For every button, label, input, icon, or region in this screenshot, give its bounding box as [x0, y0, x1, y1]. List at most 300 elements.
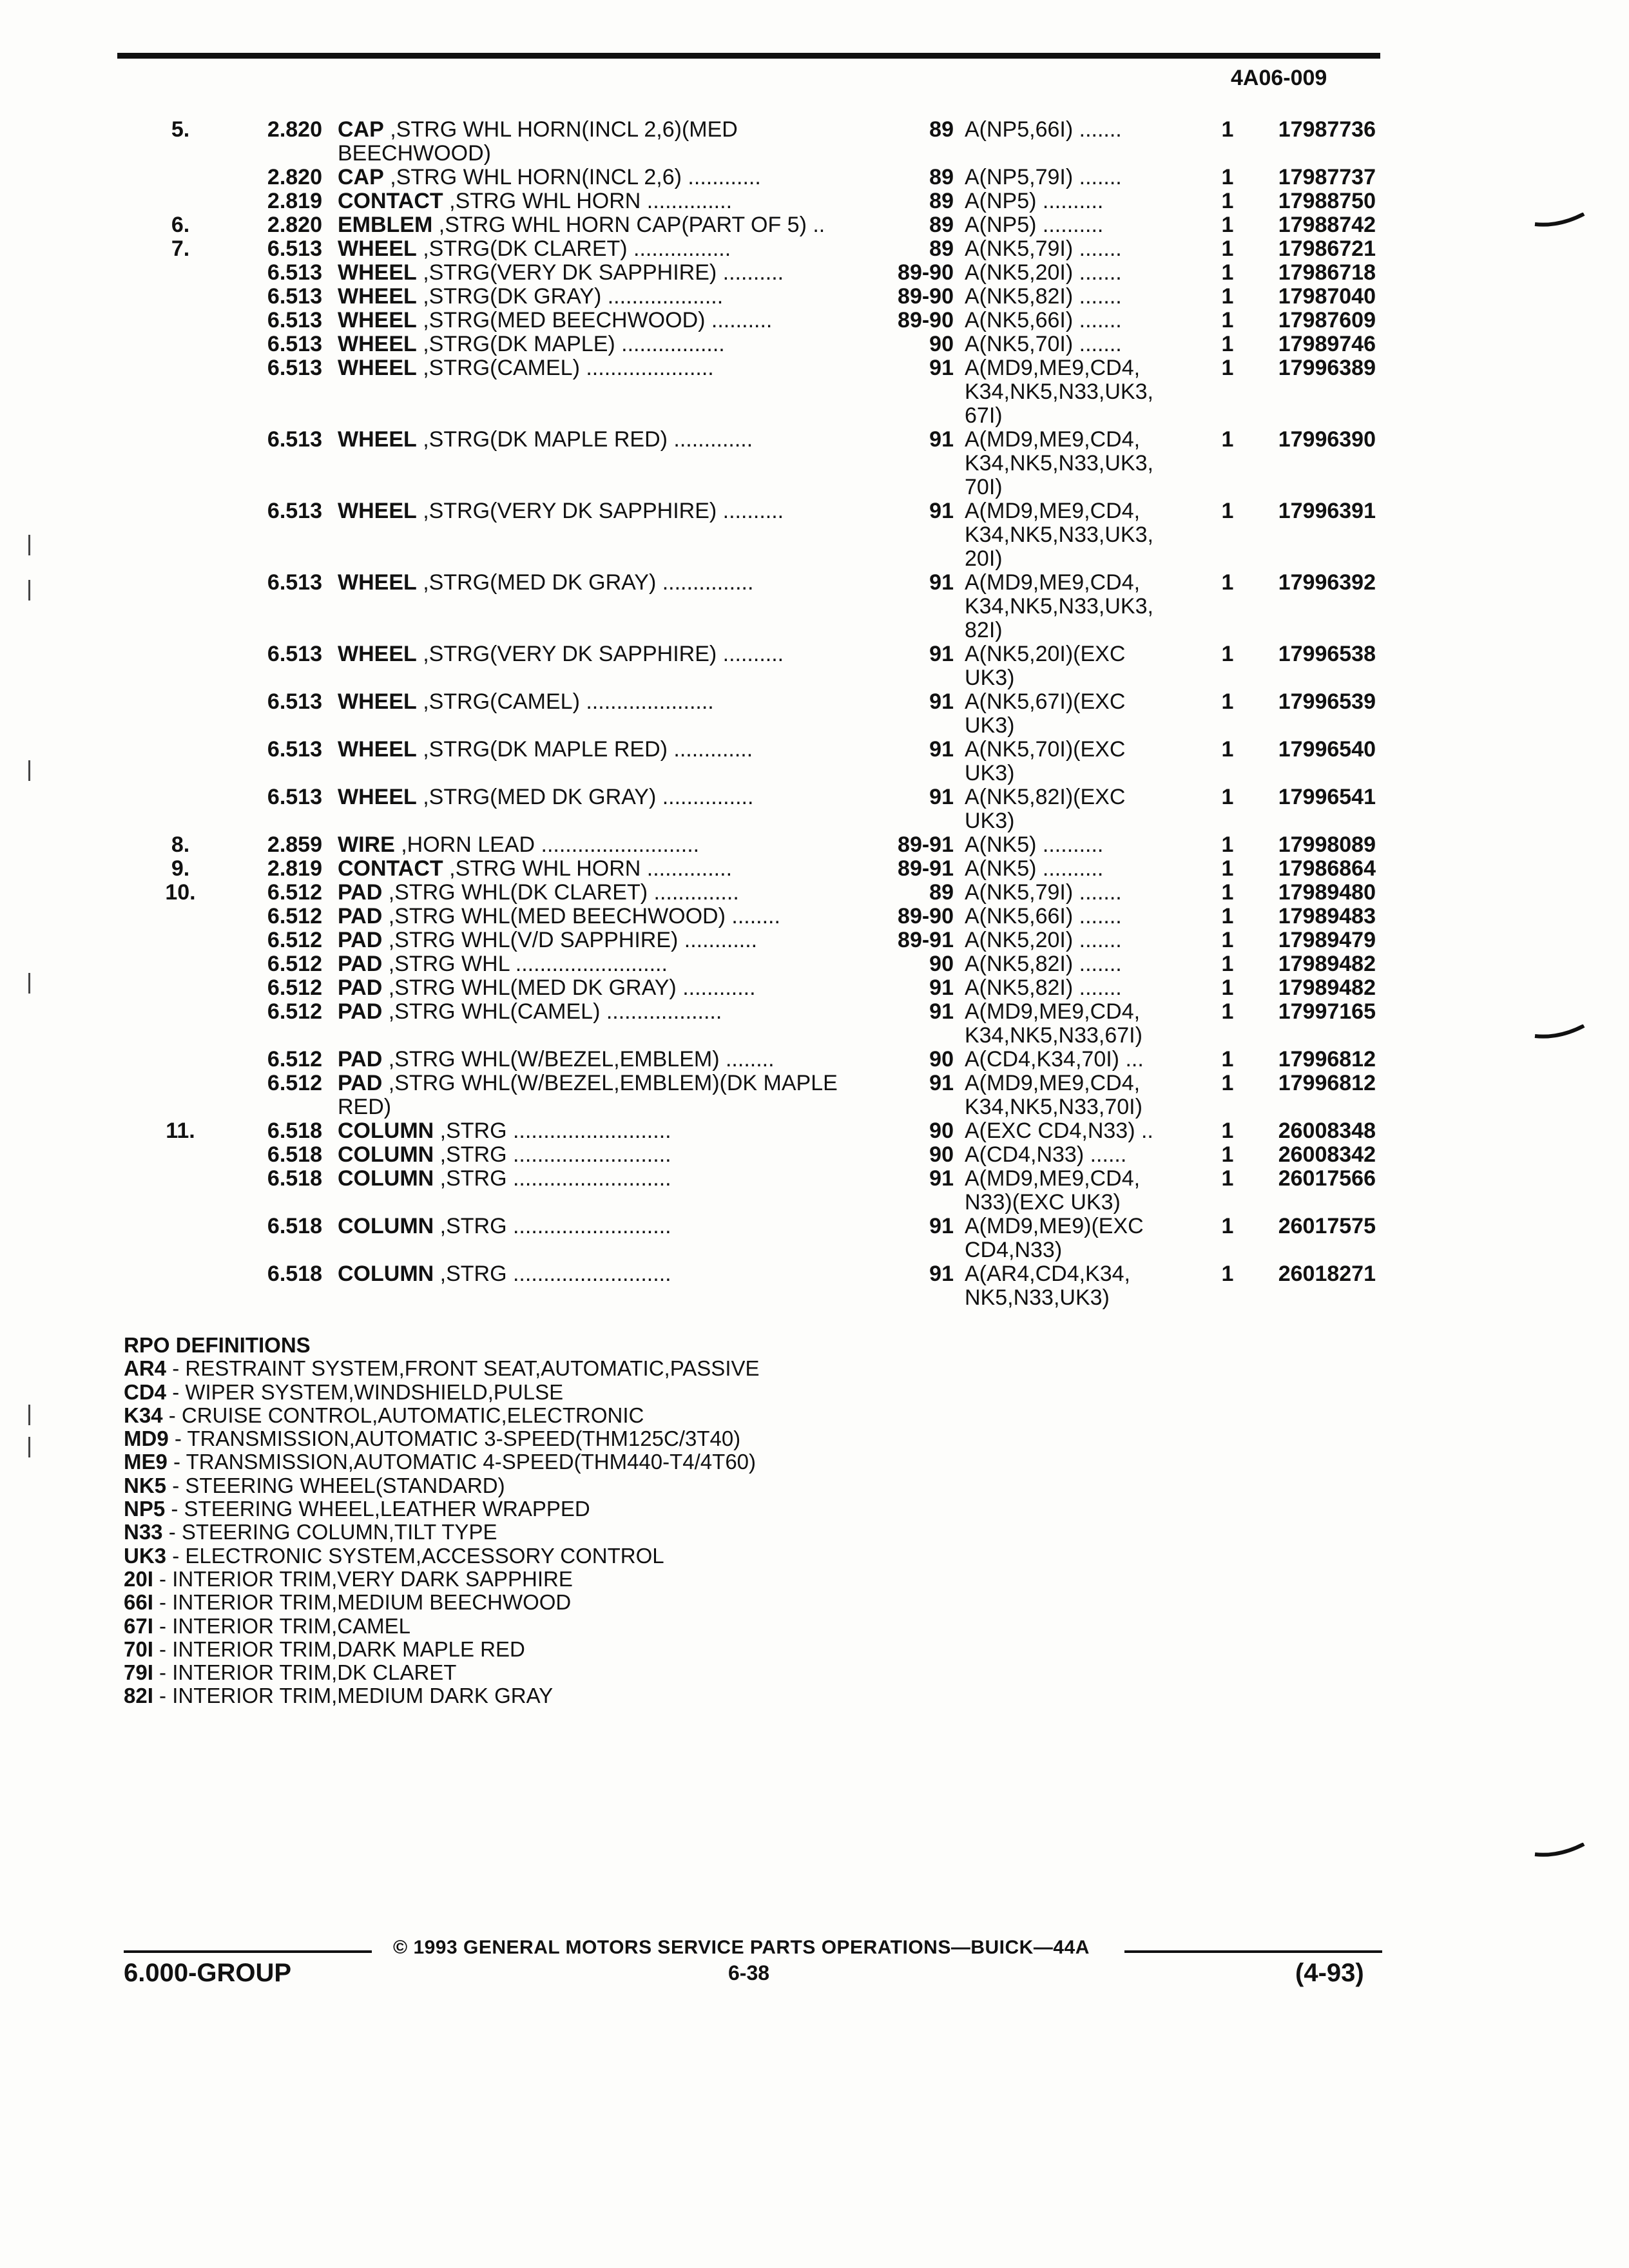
- part-name: PAD: [338, 904, 383, 928]
- part-description: ,STRG ..........................: [434, 1119, 671, 1143]
- application: A(NK5,79I) .......: [965, 236, 1122, 261]
- model-year: 89: [929, 213, 954, 237]
- model-year: 91: [929, 1214, 954, 1238]
- part-number: 17987736: [1278, 117, 1376, 142]
- part-description: ,STRG WHL HORN CAP(PART OF 5) ..: [432, 213, 825, 237]
- rpo-code: N33: [124, 1520, 163, 1544]
- group-number: 6.512: [267, 1071, 322, 1095]
- model-year: 90: [929, 952, 954, 976]
- ref-number: 11.: [166, 1119, 195, 1143]
- model-year: 91: [929, 999, 954, 1024]
- quantity: 1: [1221, 952, 1234, 976]
- model-year: 89-90: [898, 284, 954, 309]
- table-row: [0, 976, 1418, 1000]
- quantity: 1: [1221, 642, 1234, 666]
- model-year: 91: [929, 427, 954, 452]
- part-name: WHEEL: [338, 427, 417, 452]
- part-number: 26017566: [1278, 1166, 1376, 1191]
- model-year: 91: [929, 689, 954, 714]
- quantity: 1: [1221, 499, 1234, 523]
- application: A(MD9,ME9)(EXC CD4,N33): [965, 1214, 1144, 1262]
- application: A(AR4,CD4,K34, NK5,N33,UK3): [965, 1262, 1130, 1310]
- rpo-item: [124, 1615, 1026, 1638]
- description: [338, 356, 876, 380]
- model-year: 89: [929, 189, 954, 213]
- model-year: 89: [929, 236, 954, 261]
- rpo-item: [124, 1427, 1026, 1450]
- description: [338, 905, 876, 928]
- part-name: WHEEL: [338, 260, 417, 285]
- rpo-item: [124, 1474, 1026, 1497]
- part-description: ,STRG WHL HORN ..............: [443, 189, 733, 213]
- rpo-code: 67I: [124, 1613, 153, 1638]
- part-description: ,STRG WHL(MED DK GRAY) ............: [382, 975, 756, 1000]
- table-row: [0, 428, 1418, 499]
- margin-mark: [28, 973, 30, 994]
- application: A(CD4,K34,70I) ...: [965, 1047, 1144, 1072]
- ref-number: 7.: [171, 236, 190, 261]
- group-number: 6.518: [267, 1119, 322, 1143]
- part-number: 17989480: [1278, 880, 1376, 905]
- part-description: ,STRG WHL(W/BEZEL,EMBLEM)(DK MAPLE RED): [338, 1071, 838, 1119]
- part-number: 17996389: [1278, 356, 1376, 380]
- quantity: 1: [1221, 117, 1234, 142]
- table-row: [0, 571, 1418, 642]
- group-number: 6.513: [267, 785, 322, 809]
- margin-mark: [28, 535, 30, 555]
- part-name: CONTACT: [338, 856, 443, 881]
- group-number: 6.513: [267, 427, 322, 452]
- rpo-code: AR4: [124, 1356, 167, 1381]
- part-number: 17989746: [1278, 332, 1376, 356]
- footer-rule-left: [124, 1950, 372, 1953]
- group-number: 6.512: [267, 928, 322, 952]
- application: A(MD9,ME9,CD4, N33)(EXC UK3): [965, 1166, 1141, 1215]
- quantity: 1: [1221, 928, 1234, 952]
- description: [338, 571, 876, 595]
- rpo-text: - STEERING WHEEL,LEATHER WRAPPED: [165, 1497, 590, 1521]
- rpo-text: - INTERIOR TRIM,VERY DARK SAPPHIRE: [153, 1566, 573, 1591]
- rpo-code: ME9: [124, 1450, 168, 1474]
- part-number: 17996812: [1278, 1047, 1376, 1072]
- part-name: CAP: [338, 165, 384, 189]
- rpo-title: RPO DEFINITIONS: [124, 1333, 311, 1357]
- quantity: 1: [1221, 975, 1234, 1000]
- rpo-text: - INTERIOR TRIM,DARK MAPLE RED: [153, 1637, 525, 1661]
- group-number: 6.513: [267, 332, 322, 356]
- rpo-definitions: [124, 1334, 1026, 1708]
- quantity: 1: [1221, 1214, 1234, 1238]
- table-row: [0, 237, 1418, 261]
- rpo-item: [124, 1357, 1026, 1380]
- part-name: WHEEL: [338, 308, 417, 332]
- group-number: 6.512: [267, 952, 322, 976]
- part-name: COLUMN: [338, 1262, 434, 1286]
- rpo-text: - STEERING WHEEL(STANDARD): [166, 1473, 505, 1497]
- quantity: 1: [1221, 260, 1234, 285]
- part-name: WIRE: [338, 832, 395, 857]
- rpo-code: MD9: [124, 1427, 169, 1451]
- part-number: 17989482: [1278, 975, 1376, 1000]
- part-name: PAD: [338, 880, 383, 905]
- binder-mark: [1534, 1024, 1585, 1044]
- application: A(MD9,ME9,CD4, K34,NK5,N33,UK3, 20I): [965, 499, 1153, 571]
- part-number: 17996540: [1278, 737, 1376, 762]
- part-number: 17996539: [1278, 689, 1376, 714]
- group-number: 6.518: [267, 1262, 322, 1286]
- part-name: WHEEL: [338, 356, 417, 380]
- part-description: ,STRG ..........................: [434, 1262, 671, 1286]
- model-year: 91: [929, 975, 954, 1000]
- application: A(NK5,82I)(EXC UK3): [965, 785, 1126, 833]
- rpo-item: [124, 1497, 1026, 1521]
- footer-rule-right: [1124, 1950, 1382, 1953]
- description: [338, 166, 876, 189]
- quantity: 1: [1221, 236, 1234, 261]
- model-year: 91: [929, 499, 954, 523]
- application: A(NK5,20I)(EXC UK3): [965, 642, 1126, 690]
- quantity: 1: [1221, 904, 1234, 928]
- part-name: COLUMN: [338, 1119, 434, 1143]
- table-row: [0, 189, 1418, 213]
- group-number: 6.512: [267, 880, 322, 905]
- quantity: 1: [1221, 1047, 1234, 1072]
- part-description: ,STRG ..........................: [434, 1142, 671, 1167]
- quantity: 1: [1221, 427, 1234, 452]
- part-name: PAD: [338, 952, 383, 976]
- description: [338, 928, 876, 952]
- table-row: [0, 1048, 1418, 1072]
- model-year: 90: [929, 332, 954, 356]
- part-description: ,STRG(MED DK GRAY) ...............: [416, 570, 754, 595]
- model-year: 91: [929, 785, 954, 809]
- margin-mark: [28, 580, 30, 601]
- part-name: PAD: [338, 928, 383, 952]
- model-year: 91: [929, 356, 954, 380]
- part-number: 17996538: [1278, 642, 1376, 666]
- part-name: COLUMN: [338, 1214, 434, 1238]
- part-number: 17989479: [1278, 928, 1376, 952]
- description: [338, 642, 876, 666]
- rpo-code: CD4: [124, 1379, 167, 1404]
- application: A(MD9,ME9,CD4, K34,NK5,N33,UK3, 70I): [965, 427, 1153, 499]
- rpo-code: K34: [124, 1403, 163, 1427]
- rpo-text: - ELECTRONIC SYSTEM,ACCESSORY CONTROL: [166, 1543, 664, 1568]
- rpo-text: - TRANSMISSION,AUTOMATIC 4-SPEED(THM440-T4/4T60): [167, 1450, 757, 1474]
- table-row: [0, 1072, 1418, 1119]
- table-row: [0, 881, 1418, 905]
- group-number: 6.512: [267, 1047, 322, 1072]
- table-row: [0, 905, 1418, 928]
- top-rule: [117, 53, 1380, 59]
- part-description: ,STRG(DK MAPLE RED) .............: [416, 427, 753, 452]
- part-description: ,STRG(VERY DK SAPPHIRE) ..........: [416, 260, 784, 285]
- description: [338, 285, 876, 309]
- description: [338, 952, 876, 976]
- quantity: 1: [1221, 308, 1234, 332]
- part-number: 26008348: [1278, 1119, 1376, 1143]
- group-number: 6.513: [267, 284, 322, 309]
- model-year: 89-91: [898, 832, 954, 857]
- part-name: WHEEL: [338, 284, 417, 309]
- quantity: 1: [1221, 1142, 1234, 1167]
- part-name: CAP: [338, 117, 384, 142]
- rpo-item: [124, 1568, 1026, 1591]
- quantity: 1: [1221, 832, 1234, 857]
- model-year: 91: [929, 737, 954, 762]
- application: A(NK5,20I) .......: [965, 260, 1122, 285]
- application: A(NK5,79I) .......: [965, 880, 1122, 905]
- rpo-code: 66I: [124, 1590, 153, 1615]
- ref-number: 10.: [165, 880, 196, 905]
- part-number: 17986864: [1278, 856, 1376, 881]
- description: [338, 738, 876, 762]
- table-row: [0, 285, 1418, 309]
- group-number: 2.819: [267, 189, 322, 213]
- group-number: 6.513: [267, 236, 322, 261]
- application: A(EXC CD4,N33) ..: [965, 1119, 1153, 1143]
- table-row: [0, 690, 1418, 738]
- model-year: 89-91: [898, 856, 954, 881]
- quantity: 1: [1221, 1262, 1234, 1286]
- model-year: 89: [929, 165, 954, 189]
- group-number: 6.513: [267, 260, 322, 285]
- part-number: 17987737: [1278, 165, 1376, 189]
- description: [338, 118, 876, 166]
- description: [338, 189, 876, 213]
- description: [338, 881, 876, 905]
- rpo-text: - TRANSMISSION,AUTOMATIC 3-SPEED(THM125C/3T40): [168, 1427, 741, 1451]
- rpo-code: 70I: [124, 1637, 153, 1661]
- description: [338, 1048, 876, 1072]
- description: [338, 690, 876, 714]
- description: [338, 213, 876, 237]
- quantity: 1: [1221, 356, 1234, 380]
- application: A(NK5,66I) .......: [965, 308, 1122, 332]
- binder-mark: [1534, 1843, 1585, 1862]
- application: A(NK5) ..........: [965, 856, 1104, 881]
- quantity: 1: [1221, 570, 1234, 595]
- quantity: 1: [1221, 284, 1234, 309]
- part-description: ,STRG WHL .........................: [382, 952, 668, 976]
- table-row: [0, 952, 1418, 976]
- description: [338, 785, 876, 809]
- part-description: ,STRG(DK GRAY) ...................: [416, 284, 724, 309]
- rpo-code: 79I: [124, 1660, 153, 1685]
- table-row: [0, 928, 1418, 952]
- ref-number: 8.: [171, 832, 190, 857]
- part-description: ,STRG(DK MAPLE RED) .............: [416, 737, 753, 762]
- description: [338, 857, 876, 881]
- rpo-code: NP5: [124, 1497, 166, 1521]
- part-name: WHEEL: [338, 499, 417, 523]
- group-number: 6.512: [267, 999, 322, 1024]
- rpo-item: [124, 1450, 1026, 1474]
- part-description: ,STRG(MED DK GRAY) ...............: [416, 785, 754, 809]
- group-number: 6.518: [267, 1166, 322, 1191]
- part-description: ,STRG WHL(DK CLARET) ..............: [382, 880, 739, 905]
- table-row: [0, 857, 1418, 881]
- parts-table: [0, 118, 1418, 1310]
- rpo-item: [124, 1684, 1026, 1707]
- part-description: ,STRG(DK CLARET) ................: [416, 236, 731, 261]
- rpo-code: NK5: [124, 1473, 167, 1497]
- rpo-text: - INTERIOR TRIM,DK CLARET: [153, 1660, 457, 1685]
- part-name: PAD: [338, 975, 383, 1000]
- application: A(CD4,N33) ......: [965, 1142, 1127, 1167]
- part-name: WHEEL: [338, 642, 417, 666]
- table-row: [0, 1167, 1418, 1215]
- part-number: 26018271: [1278, 1262, 1376, 1286]
- description: [338, 309, 876, 332]
- part-description: ,STRG(VERY DK SAPPHIRE) ..........: [416, 499, 784, 523]
- table-row: [0, 499, 1418, 571]
- description: [338, 428, 876, 452]
- group-number: 2.820: [267, 165, 322, 189]
- ref-number: 6.: [171, 213, 190, 237]
- application: A(NK5,70I)(EXC UK3): [965, 737, 1126, 785]
- model-year: 89-91: [898, 928, 954, 952]
- table-row: [0, 1143, 1418, 1167]
- part-name: COLUMN: [338, 1166, 434, 1191]
- application: A(MD9,ME9,CD4, K34,NK5,N33,UK3, 82I): [965, 570, 1153, 642]
- part-number: 26008342: [1278, 1142, 1376, 1167]
- description: [338, 1167, 876, 1191]
- part-description: ,HORN LEAD ..........................: [394, 832, 700, 857]
- model-year: 90: [929, 1047, 954, 1072]
- rpo-item: [124, 1404, 1026, 1427]
- table-row: [0, 1262, 1418, 1310]
- part-number: 17986721: [1278, 236, 1376, 261]
- part-description: ,STRG(VERY DK SAPPHIRE) ..........: [416, 642, 784, 666]
- group-number: 6.518: [267, 1214, 322, 1238]
- application: A(NP5,79I) .......: [965, 165, 1122, 189]
- part-number: 17986718: [1278, 260, 1376, 285]
- application: A(MD9,ME9,CD4, K34,NK5,N33,UK3, 67I): [965, 356, 1153, 428]
- part-number: 17989483: [1278, 904, 1376, 928]
- quantity: 1: [1221, 856, 1234, 881]
- model-year: 91: [929, 1262, 954, 1286]
- table-row: [0, 213, 1418, 237]
- description: [338, 1000, 876, 1024]
- group-number: 6.513: [267, 642, 322, 666]
- part-description: ,STRG WHL HORN(INCL 2,6)(MED BEECHWOOD): [338, 117, 738, 166]
- table-row: [0, 356, 1418, 428]
- group-number: 6.513: [267, 308, 322, 332]
- table-row: [0, 261, 1418, 285]
- quantity: 1: [1221, 1119, 1234, 1143]
- quantity: 1: [1221, 332, 1234, 356]
- part-description: ,STRG WHL(MED BEECHWOOD) ........: [382, 904, 780, 928]
- rpo-item: [124, 1661, 1026, 1684]
- rpo-code: 82I: [124, 1684, 153, 1708]
- part-description: ,STRG WHL(V/D SAPPHIRE) ............: [382, 928, 758, 952]
- group-number: 2.859: [267, 832, 322, 857]
- rpo-text: - INTERIOR TRIM,CAMEL: [153, 1613, 410, 1638]
- ref-number: 5.: [171, 117, 190, 142]
- quantity: 1: [1221, 737, 1234, 762]
- description: [338, 833, 876, 857]
- table-row: [0, 642, 1418, 690]
- part-number: 17996812: [1278, 1071, 1376, 1095]
- quantity: 1: [1221, 1071, 1234, 1095]
- model-year: 89-90: [898, 904, 954, 928]
- table-row: [0, 332, 1418, 356]
- quantity: 1: [1221, 1166, 1234, 1191]
- model-year: 89-90: [898, 308, 954, 332]
- part-number: 17998089: [1278, 832, 1376, 857]
- part-description: ,STRG WHL(CAMEL) ...................: [382, 999, 722, 1024]
- description: [338, 1215, 876, 1238]
- part-name: COLUMN: [338, 1142, 434, 1167]
- table-row: [0, 1000, 1418, 1048]
- description: [338, 1119, 876, 1143]
- part-name: WHEEL: [338, 236, 417, 261]
- model-year: 89: [929, 880, 954, 905]
- table-row: [0, 785, 1418, 833]
- binder-mark: [1534, 213, 1585, 232]
- table-row: [0, 833, 1418, 857]
- part-number: 17989482: [1278, 952, 1376, 976]
- quantity: 1: [1221, 880, 1234, 905]
- description: [338, 261, 876, 285]
- rpo-code: UK3: [124, 1543, 167, 1568]
- rpo-text: - INTERIOR TRIM,MEDIUM DARK GRAY: [153, 1684, 554, 1708]
- part-description: ,STRG(DK MAPLE) .................: [416, 332, 725, 356]
- part-number: 17987040: [1278, 284, 1376, 309]
- part-description: ,STRG WHL HORN ..............: [443, 856, 733, 881]
- group-number: 2.820: [267, 213, 322, 237]
- table-row: [0, 738, 1418, 785]
- rpo-item: [124, 1544, 1026, 1568]
- model-year: 89-90: [898, 260, 954, 285]
- margin-mark: [28, 1437, 30, 1457]
- model-year: 91: [929, 642, 954, 666]
- quantity: 1: [1221, 213, 1234, 237]
- quantity: 1: [1221, 189, 1234, 213]
- part-number: 26017575: [1278, 1214, 1376, 1238]
- part-number: 17988750: [1278, 189, 1376, 213]
- application: A(NK5,66I) .......: [965, 904, 1122, 928]
- part-name: WHEEL: [338, 785, 417, 809]
- application: A(MD9,ME9,CD4, K34,NK5,N33,67I): [965, 999, 1142, 1048]
- quantity: 1: [1221, 999, 1234, 1024]
- part-name: PAD: [338, 1047, 383, 1072]
- footer-copyright: © 1993 GENERAL MOTORS SERVICE PARTS OPERATIONS—BUICK—44A: [393, 1937, 1090, 1958]
- part-name: WHEEL: [338, 689, 417, 714]
- application: A(NP5,66I) .......: [965, 117, 1122, 142]
- part-name: PAD: [338, 1071, 383, 1095]
- table-row: [0, 118, 1418, 166]
- rpo-item: [124, 1381, 1026, 1404]
- part-name: WHEEL: [338, 737, 417, 762]
- group-number: 6.513: [267, 570, 322, 595]
- application: A(NK5) ..........: [965, 832, 1104, 857]
- part-description: ,STRG(MED BEECHWOOD) ..........: [416, 308, 773, 332]
- part-description: ,STRG WHL(W/BEZEL,EMBLEM) ........: [382, 1047, 775, 1072]
- application: A(NK5,67I)(EXC UK3): [965, 689, 1126, 738]
- margin-mark: [28, 760, 30, 781]
- group-number: 2.820: [267, 117, 322, 142]
- application: A(NK5,70I) .......: [965, 332, 1122, 356]
- rpo-list: [124, 1357, 1026, 1707]
- part-description: ,STRG(CAMEL) .....................: [416, 689, 714, 714]
- rpo-item: [124, 1638, 1026, 1661]
- group-number: 6.513: [267, 737, 322, 762]
- part-number: 17997165: [1278, 999, 1376, 1024]
- group-number: 2.819: [267, 856, 322, 881]
- part-description: ,STRG WHL HORN(INCL 2,6) ............: [383, 165, 761, 189]
